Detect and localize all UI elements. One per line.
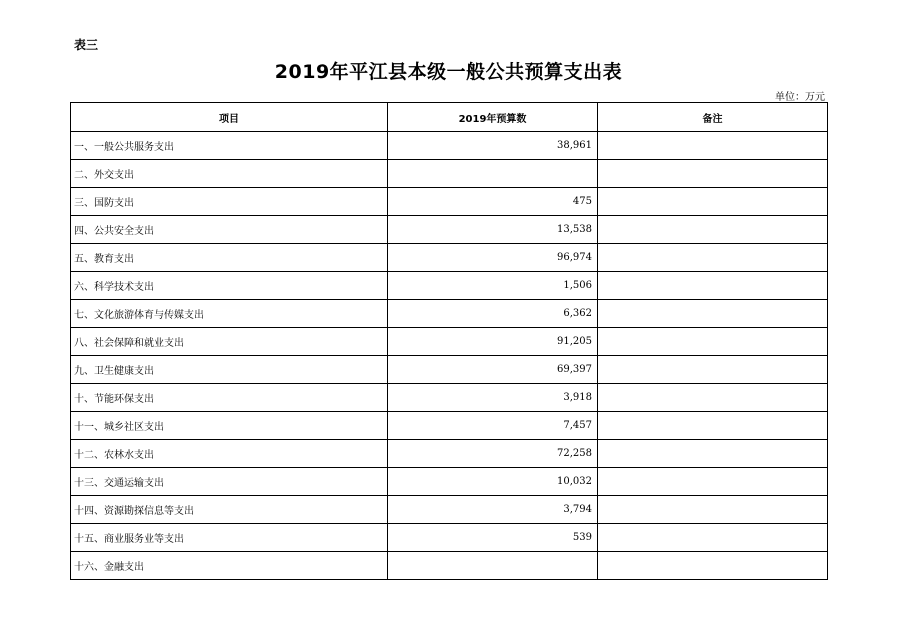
row-amount: 13,538 <box>388 216 598 244</box>
row-amount: 3,794 <box>388 496 598 524</box>
row-item: 九、卫生健康支出 <box>71 356 388 384</box>
row-item: 十六、金融支出 <box>71 552 388 580</box>
row-item: 六、科学技术支出 <box>71 272 388 300</box>
table-row <box>71 356 828 384</box>
row-amount: 539 <box>388 524 598 552</box>
unit-label: 单位：万元 <box>775 92 825 103</box>
row-amount: 96,974 <box>388 244 598 272</box>
header-note: 备注 <box>598 103 828 132</box>
row-note <box>598 496 828 524</box>
row-amount: 1,506 <box>388 272 598 300</box>
page-title: 2019年平江县本级一般公共预算支出表 <box>274 61 623 83</box>
table-row <box>71 188 828 216</box>
row-amount: 91,205 <box>388 328 598 356</box>
row-note <box>598 244 828 272</box>
row-item: 十一、城乡社区支出 <box>71 412 388 440</box>
row-item: 五、教育支出 <box>71 244 388 272</box>
table-row <box>71 468 828 496</box>
row-item: 四、公共安全支出 <box>71 216 388 244</box>
row-item: 一、一般公共服务支出 <box>71 132 388 160</box>
row-amount: 10,032 <box>388 468 598 496</box>
table-row <box>71 412 828 440</box>
row-note <box>598 440 828 468</box>
row-note <box>598 272 828 300</box>
row-note <box>598 384 828 412</box>
row-item: 十、节能环保支出 <box>71 384 388 412</box>
row-amount <box>388 160 598 188</box>
row-amount: 3,918 <box>388 384 598 412</box>
row-amount: 6,362 <box>388 300 598 328</box>
table-row <box>71 160 828 188</box>
row-item: 八、社会保障和就业支出 <box>71 328 388 356</box>
row-amount: 69,397 <box>388 356 598 384</box>
row-note <box>598 300 828 328</box>
table-row <box>71 132 828 160</box>
row-note <box>598 412 828 440</box>
row-amount <box>388 552 598 580</box>
row-item: 三、国防支出 <box>71 188 388 216</box>
table-row <box>71 524 828 552</box>
table-row <box>71 300 828 328</box>
row-note <box>598 552 828 580</box>
row-note <box>598 356 828 384</box>
row-item: 十五、商业服务业等支出 <box>71 524 388 552</box>
row-amount: 38,961 <box>388 132 598 160</box>
table-row <box>71 552 828 580</box>
row-note <box>598 468 828 496</box>
row-note <box>598 132 828 160</box>
table-row <box>71 440 828 468</box>
table-row <box>71 272 828 300</box>
table-header-row <box>71 103 828 132</box>
table-row <box>71 384 828 412</box>
row-item: 十四、资源勘探信息等支出 <box>71 496 388 524</box>
row-note <box>598 188 828 216</box>
row-item: 十二、农林水支出 <box>71 440 388 468</box>
budget-table <box>70 102 828 580</box>
row-note <box>598 216 828 244</box>
row-note <box>598 160 828 188</box>
sheet-label: 表三 <box>74 38 99 52</box>
table-row <box>71 216 828 244</box>
table-row <box>71 328 828 356</box>
row-item: 十三、交通运输支出 <box>71 468 388 496</box>
row-amount: 72,258 <box>388 440 598 468</box>
header-item: 项目 <box>71 103 388 132</box>
table-row <box>71 244 828 272</box>
row-item: 七、文化旅游体育与传媒支出 <box>71 300 388 328</box>
row-amount: 7,457 <box>388 412 598 440</box>
row-item: 二、外交支出 <box>71 160 388 188</box>
table-row <box>71 496 828 524</box>
row-note <box>598 328 828 356</box>
row-note <box>598 524 828 552</box>
row-amount: 475 <box>388 188 598 216</box>
header-amount: 2019年预算数 <box>388 103 598 132</box>
